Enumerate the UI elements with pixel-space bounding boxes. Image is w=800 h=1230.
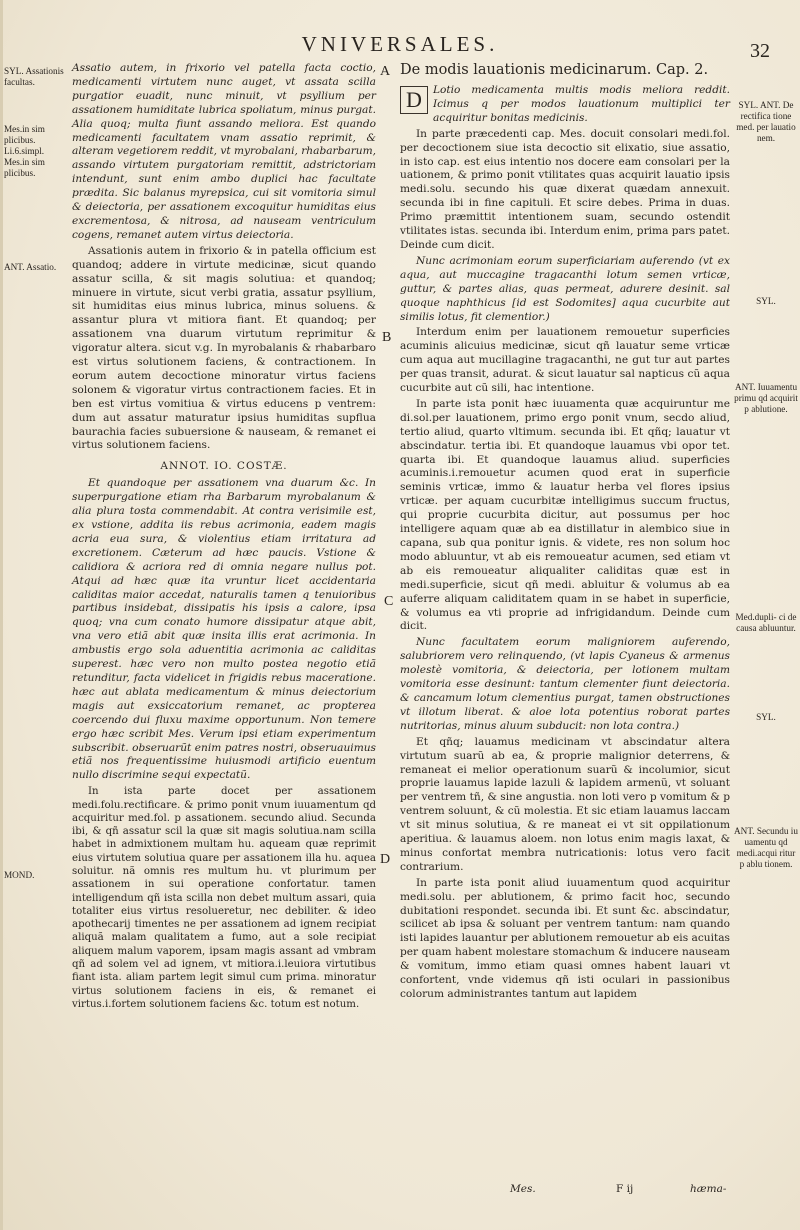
running-head: VNIVERSALES.: [301, 32, 499, 56]
margin-note-mond: MOND.: [4, 870, 35, 880]
paragraph-interdum: Interdum enim per lauationem remouetur superficies acuminis alicuius medicinæ, sicut qñ lauatur seme vrticæ cum aqua aut mucillagine tragacanthi, ne gut tur aut partes per quas transit, adurat. & sicut lauatur sal napticus cũ aqua cucurbite aut cũ sili, hac intentione.: [400, 326, 730, 395]
margin-note-syl-3: SYL.: [756, 712, 776, 722]
paragraph-assationis-commentary: Assationis autem in frixorio & in patella officium est quandoq; addere in virtute medicinæ, sicut quando assatur scilla, & sit magis solutiua: et quandoq; minuere in virtute, sicut verbi gratia, assatur psyllium, sit humiditas eius minus lubrica, minus soluens. & assantur plura vt mitiora fiant. Et quandoq; per assationem vna duarum virtutum reprimitur & vigoratur altera. sicut v.g. In myrobalanis & rhabarbaro est virtus solutionem faciens, & contractionem. In eorum autem decoctione minoratur virtus faciens solonem & vigoratur virtus contractionem facies. Et in ben est virtus vomitiua & virtus educens p ventrem: dum aut assatur maturatur ipsius humiditas supflua baurachia facies subuersione & nauseam, & remanet ei virtus solutionem faciens.: [72, 244, 376, 452]
paragraph-facultatem: Nunc facultatem eorum maligniorem auferendo, salubriorem vero relinquendo, (vt lapis Cyaneus & armenus molestè vomitoria, & deiectoria, per lotionem multam vomitoria esse desinunt: tantum clementer fiunt deiectoria. & cancamum lotum clementius purgat, tamen obstructiones vt illotum liberat. & aloe lota potentius roborat partes nutritorias, minus aluum subducit: non lota contra.): [400, 636, 730, 732]
paragraph-lauamus: Et qñq; lauamus medicinam vt abscindatur altera virtutum suarũ ab ea, & proprie malignior deterrens, & remaneat ei melior operationum suarũ & incolumior, sicut proprie lauamus lapide lazuli & lapidem armenũ, vt soluant per ventrem tñ, & sine angustia. non loti vero p vomitum & p ventrem soluunt, & cũ molestia. Et sic etiam lauamus laccam vt sit minus solutiua, & re maneat ei vt sit oppilationum aperitiua. & lauamus aloem. non lotus enim magis laxat, & minus confortat membra nutricationis: lotus vero facit contrarium.: [400, 735, 730, 873]
paragraph-annotation: Et quandoque per assationem vna duarum &c. In superpurgatione etiam rha Barbarum myrobalanum & alia plura tosta commendabit. At contra verisimile est, ex vstione, addita iis rebus acrimonia, eadem magis acria eua sura, & violentius etiam irritatura ad excretionem. Cæterum ad hæc paucis. Vstione & calidiora & acriora red di omnia negare nullus pot. Atqui ad hæc quæ ita vruntur licet accidentaria caliditas maior accedat, naturalis tamen q tenuioribus partibus insidebat, dissipatis his ipsis a calore, ipsa quoq; vna cum conato humore dissipatur atque abit, vna vero etiã abit quæ insita illis erat acrimonia. In ambustis ergo sola aduentitia acrimonia ac caliditas superest. hæc vero non multo postea negotio etiã retunditur, facta videlicet in frigidis rebus maceratione. hæc aut ablata medicamentum & minus deiectorium magis aut exsiccatorium remanet, ac propterea coercendo dui fluxu maxime opportunum. Non temere ergo hæc scribit Mes. Verum ipsi etiam experimentum subscribit. obseruarũt enim patres nostri, obseruauimus etiã nos frequentissime huiusmodi artificio euentum nullo discrimine sequi expectatũ.: [72, 477, 376, 782]
folio-number: 32: [750, 40, 770, 62]
drop-cap-letter: D: [400, 86, 428, 114]
paragraph-mondinus-commentary: In ista parte docet per assationem medi.folu.rectificare. & primo ponit vnum iuuamentum qd acquiritur med.fol. p assationem. secundo aliud. Secunda ibi, & qñ assatur scil la quæ sit magis solutiua.nam scilla habet in admixtionem multam hu. aqueam quæ reprimit eius virtutem solutiua quare per assationem illa hu. aquea soluitur. nã omnis res multum hu. vt plurimum per assationem in sui operatione confortatur. tamen intelligendum qñ ista scilla non debet multum assari, quia totaliter eius virtus resolueretur, nec debiliter. & ideo apothecarij timentes ne per assationem ad ignem recipiat aliquã malam qualitatem a fumo, aut a sole recipiat aliquem malum vaporem, ipsam magis assant ad vmbram qñ ad solem vel ad ignem, vt mitiora.i.leuiora virtutibus fiant ista. aliam partem legit simul cum prima. minoratur virtus solutionem faciens in eis, & remanet ei virtus.i.fortem solutionem faciens &c. totum est notum.: [72, 786, 376, 1010]
paragraph-lotio: Lotio medicamenta multis modis meliora reddit. Icimus q per modos lauationum multiplici ter acquiritur bonitas medicinis.: [433, 84, 730, 124]
section-letter-b: B: [382, 330, 392, 345]
margin-note-syl-assationis: SYL. Assationis facultas.: [4, 66, 64, 87]
annotation-heading: ANNOT. IO. COSTÆ.: [160, 460, 288, 473]
signature-mark: F ij: [616, 1183, 634, 1195]
margin-note-med-dupliciter: Med.dupli- ci de causa abluuntur.: [735, 612, 797, 633]
paragraph-assatio-text: Assatio autem, in frixorio vel patella facta coctio, medicamenti virtutem nunc auget, vt assata scilla purgatior euadit, nunc minuit, vt psyllium per assationem humiditate lubrica spoliatum, minus purgat. Alia quoq; multa fiunt assando meliora. Est quando medicamenti facultatem vnam assatio reprimit, & alteram vegetiorem reddit, vt myrobalani, rhabarbarum, assando virtutem purgatoriam remittit, adstrictoriam intendunt, sunt enim ambo duplici hac facultate prædita. Sic balanus myrepsica, cui sit vomitoria simul & deiectoria, per assationem excoquitur humiditas eius excrementosa, & nitrosa, ad nauseam ventriculum cogens, remanet autem virtus deiectoria.: [72, 62, 376, 241]
paragraph-acrimonia: Nunc acrimoniam eorum superficiariam auferendo (vt ex aqua, aut muccagine tragacanthi lotum semen vrticæ, guttur, & partes alias, quas permeat, adurere desinit. sal quoque naphthicus [id est Sodomites] aqua cucurbite aut similis lotus, fit clementior.): [400, 254, 730, 323]
paragraph-intro-commentary: In parte præcedenti cap. Mes. docuit consolari medi.fol. per decoctionem siue ista decoctio sit elixatio, siue assatio, in isto cap. est eius intentio nos docere eam consolari per la uationem, & primo ponit vtilitates quas acquirit lauatio ipsis medi.solu. secundo his quæ dixerat quædam annexuit. secunda ibi in fine capituli. Et scire debes. Prima in duas. Primo præmittit intentionem suam, secundo ostendit vtilitates istas. secunda ibi. Interdum enim, prima pars patet. Deinde cum dicit.: [400, 127, 730, 251]
margin-note-ant-secundum: ANT. Secundu iu uamentu qd medi.acqui ritur p ablu tionem.: [734, 826, 798, 869]
margin-note-ant-rectificatione: SYL. ANT. De rectifica tione med. per lauatio nem.: [736, 100, 796, 143]
section-letter-d: D: [380, 852, 391, 867]
chapter-heading: De modis lauationis medicinarum. Cap. 2.: [400, 62, 709, 78]
catchword-haema: hæma-: [690, 1183, 727, 1195]
section-letter-c: C: [384, 594, 394, 609]
margin-note-ant-iuuamentum: ANT. Iuuamentu primu qd acquirit p ablutione.: [734, 382, 798, 414]
section-letter-a: A: [380, 64, 391, 79]
paragraph-iuuamenta: In parte ista ponit hæc iuuamenta quæ acquiruntur me di.sol.per lauationem, primo ergo ponit vnum, secdo aliud, tertio aliud, quarto vltimum. secunda ibi. Et qñq; lauatur vt abscindatur. tertia ibi. Et quandoque lauamus vbi opor tet. quarta ibi. Et quandoque lauamus aliud. superficies acuminis.i.remouetur acumen quod erat in superficie seminis vrticæ, immo & lauatur herba vel flores ipsius vrticæ. per aquam cucurbitæ intelligimus succum fructus, qui proprie cucurbita dicitur, aut possumus per hoc intelligere aquam quæ ab ea distillatur in alembico siue in capana, sub qua ponitur ignis. & videte, res non solum hoc modo abluuntur, vt ab eis remoueatur acumen, sed etiam vt ab eis remoueatur aliqualiter caliditas quæ est in medi.superficie, sicut qñ medi. abluitur & volumus ab ea auferre aliquam caliditatem quam in se habet in superficie, & volumus ea vti proprie ad infrigidandum. Deinde cum dicit.: [400, 397, 730, 633]
margin-note-ant-assatio: ANT. Assatio.: [4, 262, 57, 272]
catchword-mes: Mes.: [510, 1183, 536, 1195]
left-text-column: [72, 62, 376, 1013]
right-text-column: [400, 62, 730, 1004]
page-gutter-shadow: [0, 0, 3, 1230]
paragraph-ablutionem: In parte ista ponit aliud iuuamentum quod acquiritur medi.solu. per ablutionem, & primo facit hoc, secundo dubitationi respondet. secunda ibi. Et sunt &c. abscindatur, scilicet ab ipsa & soluant per ventrem tantum: nam quando isti lapides lauantur per ablutionem remouetur ab eis acuitas per quam habent molestare stomachum & inducere nauseam & vomitum, immo etiam quasi omnes habent lauari vt confortent, vnde videmus qñ isti oculari in passionibus colorum administrantes tantum aut lapidem: [400, 876, 730, 1000]
margin-note-syl-2: SYL.: [756, 296, 776, 306]
margin-note-mes-simplicibus: Mes.in sim plicibus. Li.6.simpl. Mes.in sim plicibus.: [4, 124, 45, 178]
